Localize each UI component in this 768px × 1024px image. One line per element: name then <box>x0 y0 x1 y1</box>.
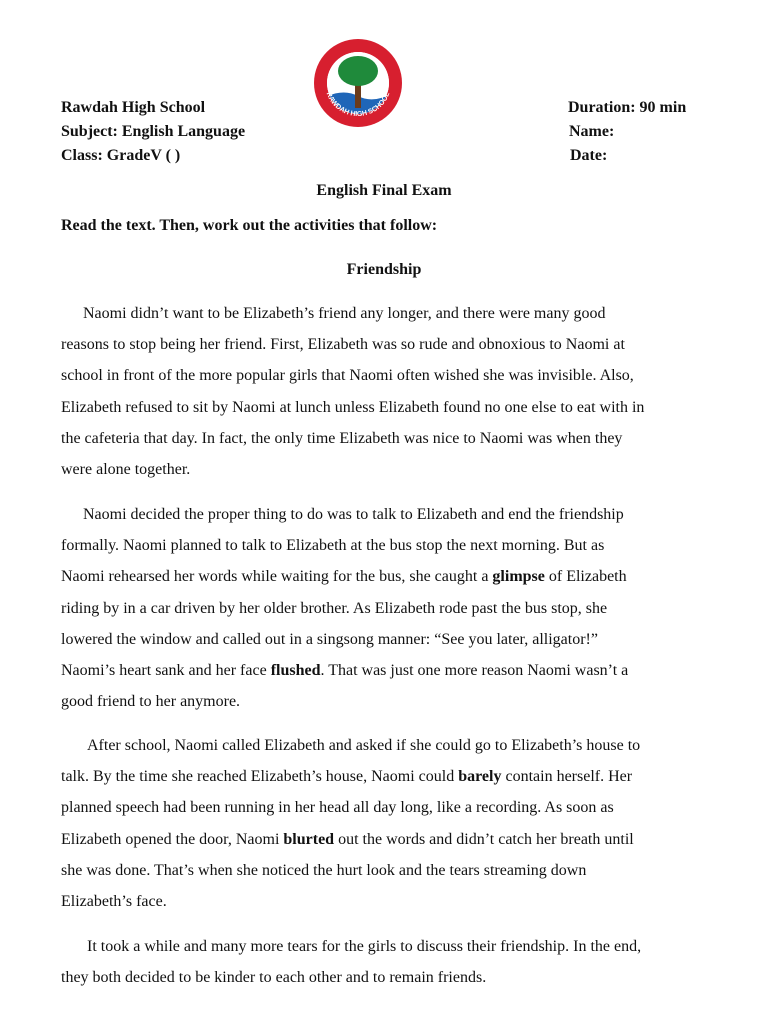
text-line: It took a while and many more tears for the girls to discuss their friendship. In the end, <box>87 938 642 955</box>
school-name: Rawdah High School <box>61 99 206 116</box>
text-line: were alone together. <box>61 461 191 479</box>
text-line: Elizabeth’s face. <box>61 893 167 911</box>
paragraph-2 <box>61 499 711 717</box>
text-segment: Elizabeth opened the door, Naomi <box>61 830 284 848</box>
vocab-word-barely: barely <box>458 768 502 786</box>
text-line <box>61 761 711 792</box>
date-label: Date: <box>570 147 608 164</box>
text-line: After school, Naomi called Elizabeth and asked if she could go to Elizabeth’s house to <box>87 737 641 754</box>
subject-label: Subject: English Language <box>61 123 246 140</box>
text-segment: Naomi’s heart sank and her face <box>61 662 271 680</box>
exam-title: English Final Exam <box>316 182 452 199</box>
text-segment: of Elizabeth <box>544 568 627 586</box>
text-segment: contain herself. Her <box>501 768 633 786</box>
text-line <box>61 655 711 686</box>
text-line: they both decided to be kinder to each other and to remain friends. <box>61 969 487 987</box>
paragraph-1 <box>61 298 711 485</box>
text-segment: . That was just one more reason Naomi wasn’t a <box>320 662 629 680</box>
text-line: she was done. That’s when she noticed the hurt look and the tears streaming down <box>61 861 587 879</box>
text-line: Naomi decided the proper thing to do was to talk to Elizabeth and end the friendship <box>83 506 624 523</box>
story-title: Friendship <box>346 261 422 278</box>
school-logo <box>313 38 403 128</box>
text-segment: out the words and didn’t catch her breath until <box>334 830 634 848</box>
text-line: lowered the window and called out in a singsong manner: “See you later, alligator!” <box>61 630 598 648</box>
text-segment: Naomi rehearsed her words while waiting for the bus, she caught a <box>61 568 493 586</box>
vocab-word-flushed: flushed <box>270 662 321 680</box>
svg-text:RAWDAH HIGH SCHOOL: RAWDAH HIGH SCHOOL <box>324 91 392 119</box>
class-label: Class: GradeV ( ) <box>61 147 181 164</box>
text-line: planned speech had been running in her head all day long, like a recording. As soon as <box>61 799 614 817</box>
text-line <box>61 561 711 592</box>
vocab-word-glimpse: glimpse <box>492 568 545 586</box>
text-line: Naomi didn’t want to be Elizabeth’s friend any longer, and there were many good <box>83 305 606 322</box>
text-line: Elizabeth refused to sit by Naomi at lunch unless Elizabeth found no one else to eat with in <box>61 398 645 416</box>
duration-label: Duration: 90 min <box>568 99 687 116</box>
name-label: Name: <box>569 123 615 140</box>
text-line: the cafeteria that day. In fact, the only time Elizabeth was nice to Naomi was when they <box>61 429 623 447</box>
paragraph-4 <box>61 931 711 993</box>
text-line <box>61 824 711 855</box>
text-segment: talk. By the time she reached Elizabeth’s house, Naomi could <box>61 768 459 786</box>
vocab-word-blurted: blurted <box>283 830 335 848</box>
text-line: formally. Naomi planned to talk to Elizabeth at the bus stop the next morning. But as <box>61 537 605 555</box>
paragraph-3 <box>61 730 711 917</box>
instruction: Read the text. Then, work out the activities that follow: <box>61 217 438 234</box>
text-line: school in front of the more popular girls that Naomi often wished she was invisible. Also, <box>61 367 634 385</box>
text-line: reasons to stop being her friend. First, Elizabeth was so rude and obnoxious to Naomi at <box>61 336 625 354</box>
text-line: good friend to her anymore. <box>61 693 241 711</box>
text-line: riding by in a car driven by her older brother. As Elizabeth rode past the bus stop, she <box>61 599 608 617</box>
